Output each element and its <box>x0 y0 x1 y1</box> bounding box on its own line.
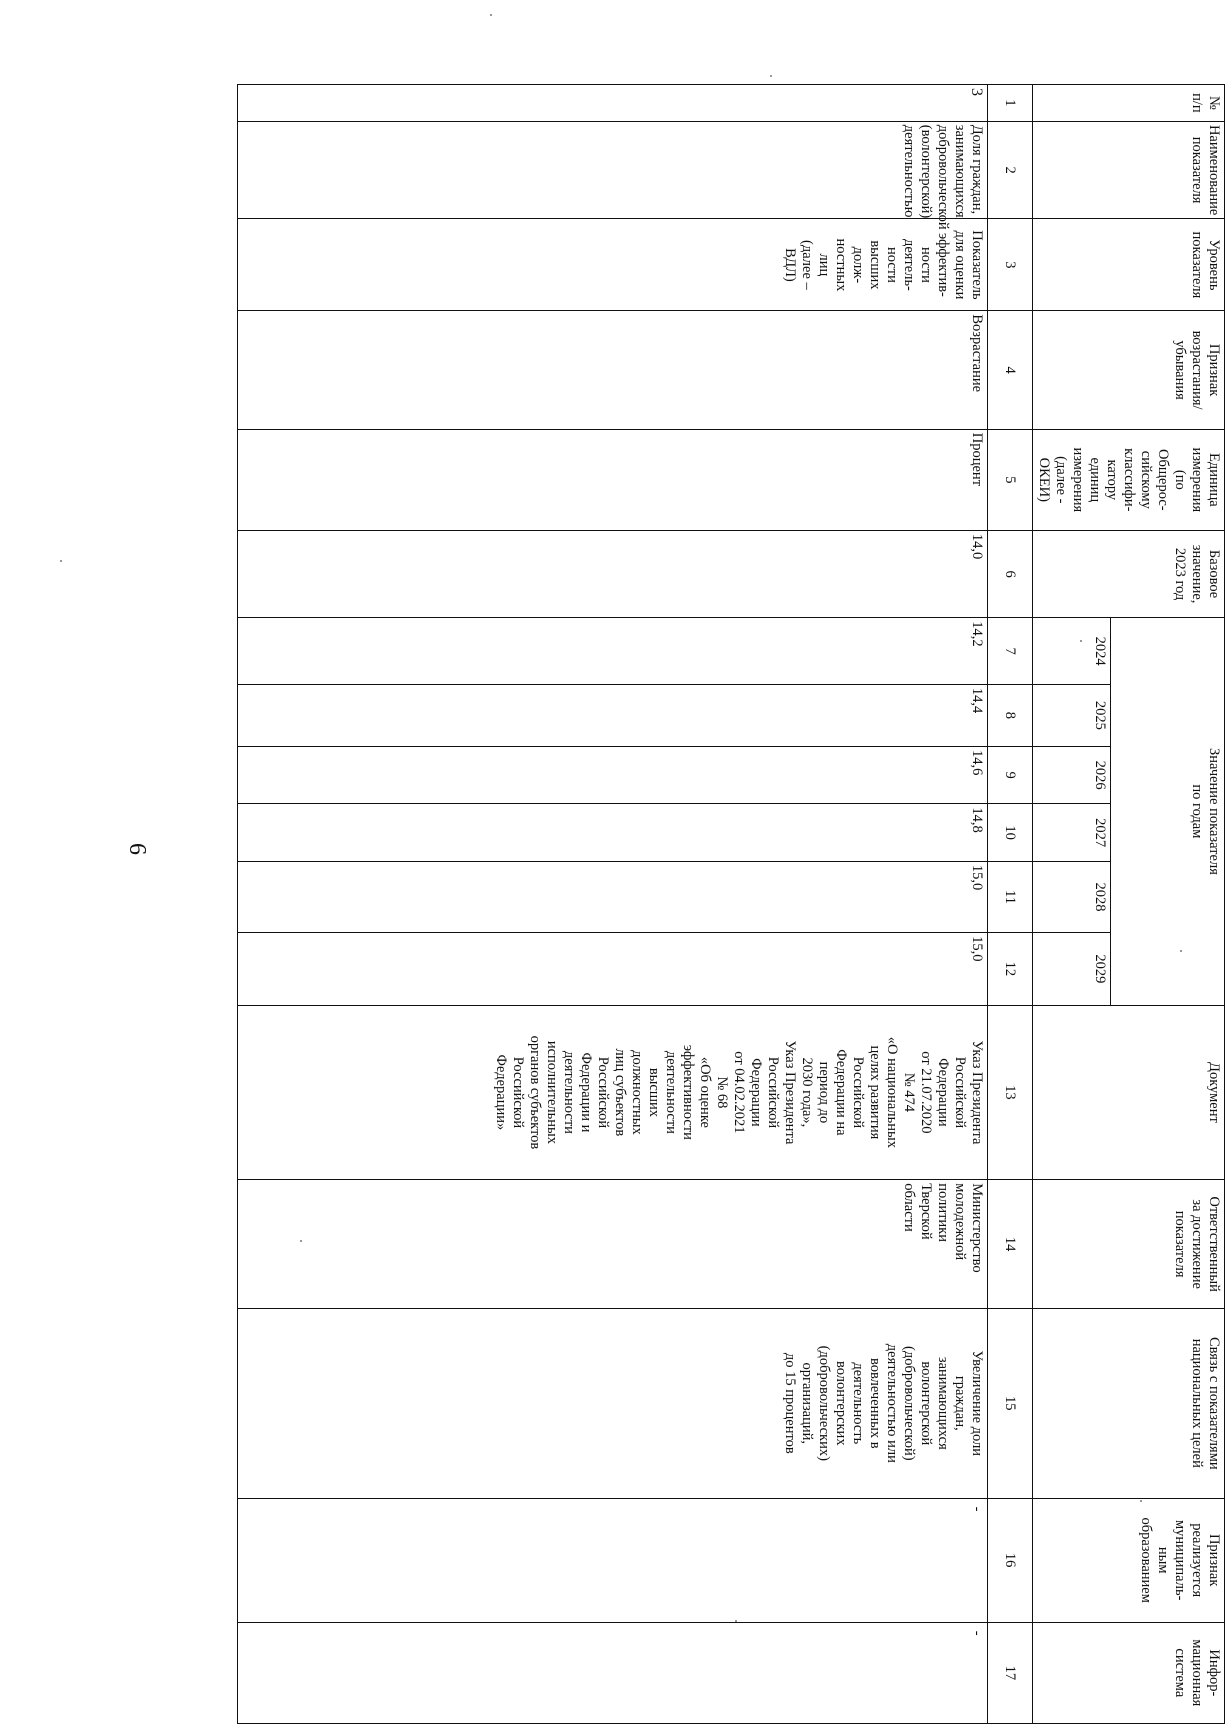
column-number: 4 <box>988 311 1033 429</box>
year-value: 15,0 <box>238 861 988 932</box>
header-base: Базовое значение, 2023 год <box>1033 530 1225 617</box>
column-number: 14 <box>988 1180 1033 1309</box>
header-trend: Признак возрастания/ убывания <box>1033 311 1225 429</box>
column-number: 13 <box>988 1005 1033 1180</box>
header-infosys: Инфор- мационная система <box>1033 1622 1225 1723</box>
header-resp: Ответственный за достижение показателя <box>1033 1180 1225 1309</box>
column-number: 15 <box>988 1308 1033 1498</box>
year-value: 14,4 <box>238 684 988 746</box>
column-number: 5 <box>988 429 1033 530</box>
column-number: 12 <box>988 933 1033 1005</box>
scan-speck <box>1080 640 1082 642</box>
column-number: 7 <box>988 618 1033 685</box>
header-unit: Единица измерения (по Общерос- сийскому классифи- катору единиц измерения (далее - ОКЕИ) <box>1033 429 1225 530</box>
scan-speck <box>735 1620 737 1622</box>
column-number: 6 <box>988 530 1033 617</box>
column-number: 17 <box>988 1622 1033 1723</box>
header-level: Уровень показателя <box>1033 219 1225 311</box>
column-number: 8 <box>988 684 1033 746</box>
header-municipal: Признак реализуется муниципаль- ным образованием <box>1033 1498 1225 1622</box>
column-number: 16 <box>988 1498 1033 1622</box>
year-value: 14,8 <box>238 804 988 861</box>
column-number-row <box>988 85 1033 1724</box>
column-number: 9 <box>988 746 1033 803</box>
page-number: 6 <box>124 843 150 855</box>
year-value: 14,2 <box>238 618 988 685</box>
header-year: 2027 <box>1033 804 1111 861</box>
base-value: 14,0 <box>238 530 988 617</box>
scan-speck <box>300 1240 302 1242</box>
column-number: 3 <box>988 219 1033 311</box>
row-number: 3 <box>238 85 988 122</box>
national-goals-link: Увеличение доли граждан, занимающихся волонтерской (добровольческой) деятельностью или вовлеченных в деятельность волонтерских (добровольческих) организаций, до 15 процентов <box>238 1308 988 1498</box>
header-num: № п/п <box>1033 85 1225 122</box>
header-name: Наименование показателя <box>1033 121 1225 219</box>
scan-speck <box>770 75 772 77</box>
header-values-group: Значение показателя по годам <box>1111 618 1225 1005</box>
scan-speck <box>60 560 62 562</box>
scan-speck <box>1140 1500 1142 1502</box>
trend-sign: Возрастание <box>238 311 988 429</box>
year-value: 15,0 <box>238 933 988 1005</box>
document-reference: Указ Президента Российской Федерации от 21.07.2020 № 474 «О национальных целях развития Российской Федерации на период до 2030 года», Указ Президента Российской Федерации от 04.02.2021 № 68 «Об оценке эффективности деятельности высших должностных лиц субъектов Российской Федерации и деятельности исполнительных органов субъектов Российской Федерации» <box>238 1005 988 1180</box>
header-year: 2026 <box>1033 746 1111 803</box>
header-goals: Связь с показателями национальных целей <box>1033 1308 1225 1498</box>
header-doc: Документ <box>1033 1005 1225 1180</box>
header-year: 2029 <box>1033 933 1111 1005</box>
header-row <box>1111 85 1225 1724</box>
scan-speck <box>490 14 492 16</box>
responsible-body: Министерство молодежной политики Тверской области <box>238 1180 988 1309</box>
header-year: 2028 <box>1033 861 1111 932</box>
unit-value: Процент <box>238 429 988 530</box>
indicator-table-container <box>185 84 1225 1724</box>
table-row <box>238 85 988 1724</box>
header-year: 2024 <box>1033 618 1111 685</box>
header-year: 2025 <box>1033 684 1111 746</box>
scan-speck <box>1180 950 1182 952</box>
column-number: 10 <box>988 804 1033 861</box>
indicator-name: Доля граждан, занимающихся добровольческой (волонтерской) деятельностью <box>238 121 988 219</box>
indicator-table <box>237 84 1225 1724</box>
indicator-level: Показатель для оценки эффектив- ности деятель- ности высших долж- ностных лиц (далее – ВДЛ) <box>238 219 988 311</box>
column-number: 2 <box>988 121 1033 219</box>
column-number: 1 <box>988 85 1033 122</box>
municipal-flag: - <box>238 1498 988 1622</box>
year-value: 14,6 <box>238 746 988 803</box>
information-system: - <box>238 1622 988 1723</box>
column-number: 11 <box>988 861 1033 932</box>
